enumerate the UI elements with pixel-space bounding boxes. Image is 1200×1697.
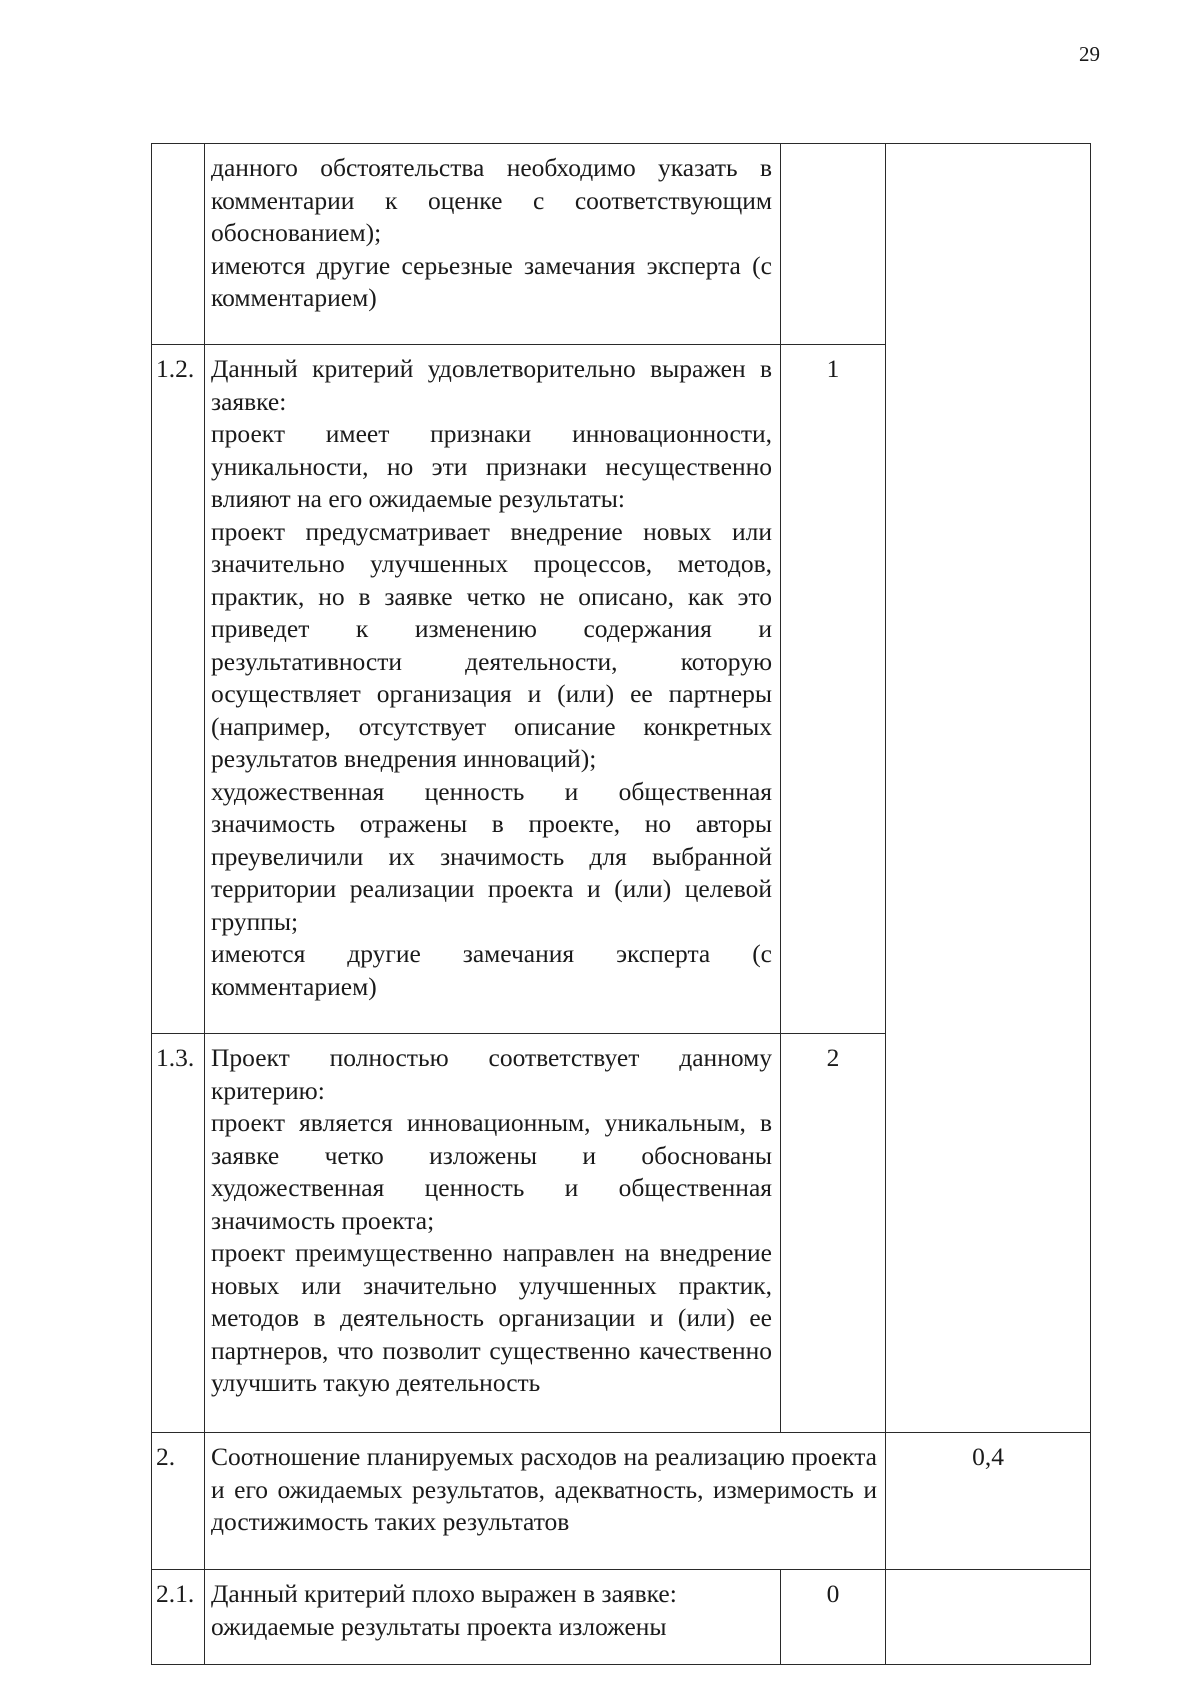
table-row: [152, 1433, 1091, 1570]
criterion-line: данного обстоятельства необходимо указать в комментарии к оценке с соответствующим обоснованием);: [211, 153, 772, 247]
criterion-line: художественная ценность и общественная значимость отражены в проекте, но авторы преувеличили их значимость для выбранной территории реализации проекта и (или) целевой группы;: [211, 776, 772, 936]
criterion-heading: [205, 1433, 886, 1570]
row-number: 1.2.: [152, 345, 205, 1034]
row-number-cell: [152, 144, 205, 345]
criterion-line: Проект полностью соответствует данному критерию:: [211, 1043, 772, 1105]
criterion-line: Данный критерий удовлетворительно выражен в заявке:: [211, 354, 772, 416]
row-number: 1.3.: [152, 1034, 205, 1433]
criterion-line: Данный критерий плохо выражен в заявке:: [211, 1579, 677, 1608]
table-row: [152, 1570, 1091, 1665]
row-number: 2.1.: [152, 1570, 205, 1665]
criterion-line: имеются другие серьезные замечания эксперта (с комментарием): [211, 250, 772, 312]
table-row: [152, 144, 1091, 345]
weight-cell: [886, 1570, 1091, 1665]
criterion-text-cell: [205, 144, 781, 345]
criterion-line: ожидаемые результаты проекта изложены: [211, 1611, 667, 1641]
weight-cell: [886, 144, 1091, 1433]
weight-value: 0,4: [886, 1433, 1091, 1570]
score-value: 2: [781, 1034, 886, 1433]
criterion-text-cell: [205, 345, 781, 1034]
criterion-line: проект преимущественно направлен на внедрение новых или значительно улучшенных практик, методов в деятельность организации и (или) ее партнеров, что позволит существенно качественно улучшить такую деятельность: [211, 1238, 772, 1397]
criterion-line: проект является инновационным, уникальным, в заявке четко изложены и обоснованы художественная ценность и общественная значимость проекта;: [211, 1108, 772, 1235]
criteria-table: [151, 143, 1091, 1665]
criterion-text-cell: [205, 1570, 781, 1665]
criterion-line: проект имеет признаки инновационности, уникальности, но эти признаки несущественно влияют на его ожидаемые результаты:: [211, 419, 772, 513]
row-number: 2.: [152, 1433, 205, 1570]
page-number: 29: [1079, 42, 1100, 66]
criterion-line: Соотношение планируемых расходов на реализацию проекта и его ожидаемых результатов, адекватность, измеримость и достижимость таких результатов: [211, 1442, 877, 1536]
score-value: 1: [781, 345, 886, 1034]
criterion-text-cell: [205, 1034, 781, 1433]
criterion-line: проект предусматривает внедрение новых или значительно улучшенных процессов, методов, практик, но в заявке четко не описано, как это приведет к изменению содержания и результативности деятельности, которую осуществляет организация и (или) ее партнеры (например, отсутствует описание конкретных результатов внедрения инноваций);: [211, 516, 772, 773]
score-value: 0: [781, 1570, 886, 1665]
criterion-line: имеются другие замечания эксперта (с комментарием): [211, 939, 772, 1001]
score-cell: [781, 144, 886, 345]
